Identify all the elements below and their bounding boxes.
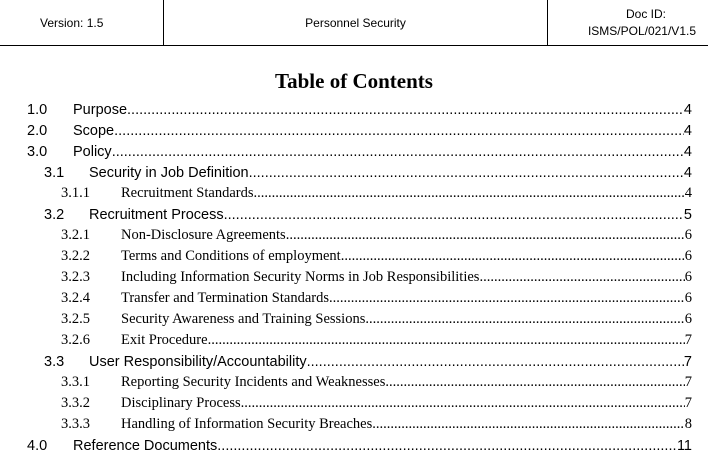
toc-entry-number: 4.0 <box>27 438 48 454</box>
toc-entry-page[interactable]: 6 <box>684 269 692 285</box>
toc-leader-dots <box>341 249 685 265</box>
toc-leader-dots <box>385 375 684 391</box>
toc-entry-text[interactable]: Handling of Information Security Breaches <box>121 416 373 432</box>
toc-leader-dots <box>127 102 684 118</box>
toc-entry[interactable] <box>0 181 692 202</box>
toc-entry[interactable] <box>0 265 692 286</box>
toc-entry[interactable] <box>0 412 692 433</box>
toc-entry-number: 3.3.1 <box>61 374 90 390</box>
toc-entry-page[interactable]: 4 <box>683 123 692 139</box>
toc-entry[interactable] <box>0 349 692 370</box>
toc-entry-text[interactable]: Policy <box>73 144 112 160</box>
toc-entry-number: 3.1.1 <box>61 185 90 201</box>
toc-entry[interactable] <box>0 97 692 118</box>
toc-entry-number: 3.2.1 <box>61 227 90 243</box>
version-cell <box>0 0 163 45</box>
toc-leader-dots <box>307 354 684 370</box>
toc-entry-text[interactable]: Including Information Security Norms in Job Responsibilities <box>121 269 480 285</box>
version-label: Version: 1.5 <box>40 15 104 30</box>
toc-entry-page[interactable]: 4 <box>684 185 692 201</box>
toc-entry-text[interactable]: Transfer and Termination Standards <box>121 290 329 306</box>
toc-leader-dots <box>241 396 685 412</box>
document-header <box>0 0 708 47</box>
toc-entry-page[interactable]: 5 <box>683 207 692 223</box>
document-title: Personnel Security <box>305 15 406 30</box>
toc-entry[interactable] <box>0 286 692 307</box>
toc-leader-dots <box>249 165 684 181</box>
toc-leader-dots <box>286 228 685 244</box>
toc-entry[interactable] <box>0 307 692 328</box>
toc-leader-dots <box>224 207 684 223</box>
header-bottom-rule <box>0 45 708 46</box>
toc-entry-number: 3.2.4 <box>61 290 90 306</box>
toc-leader-dots <box>329 291 685 307</box>
document-title-cell <box>164 0 547 45</box>
toc-entry-page[interactable]: 4 <box>683 165 692 181</box>
toc-entry-page[interactable]: 8 <box>684 416 692 432</box>
toc-entry-number: 2.0 <box>27 123 48 139</box>
toc-entry-page[interactable]: 6 <box>684 290 692 306</box>
toc-entry-text[interactable]: Reference Documents <box>73 438 218 454</box>
toc-title: Table of Contents <box>275 69 433 93</box>
toc-entry-number: 3.0 <box>27 144 48 160</box>
toc-entry-text[interactable]: Security in Job Definition <box>89 165 249 181</box>
toc-entry-text[interactable]: Reporting Security Incidents and Weaknesses <box>121 374 386 390</box>
toc-entry-page[interactable]: 4 <box>683 144 692 160</box>
toc-leader-dots <box>114 123 684 139</box>
toc-entry-page[interactable]: 7 <box>684 395 692 411</box>
toc-entry[interactable] <box>0 160 692 181</box>
toc-entry-text[interactable]: Security Awareness and Training Sessions <box>121 311 366 327</box>
toc-entry[interactable] <box>0 118 692 139</box>
toc-entry-number: 3.2.2 <box>61 248 90 264</box>
toc-entry-page[interactable]: 11 <box>676 438 692 454</box>
toc-entry-number: 3.1 <box>44 165 65 181</box>
toc-leader-dots <box>112 144 684 160</box>
toc-leader-dots <box>372 417 684 433</box>
toc-entry-page[interactable]: 7 <box>684 332 692 348</box>
toc-entry-number: 3.2 <box>44 207 65 223</box>
toc-entry[interactable] <box>0 391 692 412</box>
toc-entry[interactable] <box>0 244 692 265</box>
toc-entry-text[interactable]: Recruitment Standards <box>121 185 254 201</box>
toc-entry-page[interactable]: 4 <box>683 102 692 118</box>
toc-entry-number: 1.0 <box>27 102 48 118</box>
toc-entry-text[interactable]: Recruitment Process <box>89 207 224 223</box>
doc-id-cell <box>548 0 708 45</box>
toc-entry-text[interactable]: User Responsibility/Accountability <box>89 354 307 370</box>
toc-entry-number: 3.3.3 <box>61 416 90 432</box>
toc-entry-text[interactable]: Exit Procedure <box>121 332 208 348</box>
toc-leader-dots <box>365 312 684 328</box>
toc-entry-text[interactable]: Terms and Conditions of employment <box>121 248 341 264</box>
toc-entry-text[interactable]: Purpose <box>73 102 128 118</box>
doc-id-value: ISMS/POL/021/V1.5 <box>587 23 696 38</box>
toc-entry[interactable] <box>0 139 692 160</box>
toc-entry-text[interactable]: Non-Disclosure Agreements <box>121 227 286 243</box>
toc-leader-dots <box>253 186 684 202</box>
toc-entry[interactable] <box>0 328 692 349</box>
toc-entry-number: 3.2.3 <box>61 269 90 285</box>
toc-entry-number: 3.3 <box>44 354 65 370</box>
toc-entry-page[interactable]: 6 <box>684 227 692 243</box>
toc-leader-dots <box>217 438 677 454</box>
toc-entry-text[interactable]: Disciplinary Process <box>121 395 241 411</box>
toc-entry-text[interactable]: Scope <box>73 123 115 139</box>
toc-entry-number: 3.2.5 <box>61 311 90 327</box>
toc-entry-page[interactable]: 7 <box>684 374 692 390</box>
toc-leader-dots <box>479 270 684 286</box>
toc-leader-dots <box>208 333 685 349</box>
toc-entry-page[interactable]: 6 <box>684 248 692 264</box>
toc-entry[interactable] <box>0 202 692 223</box>
toc-entry[interactable] <box>0 223 692 244</box>
toc-entry-page[interactable]: 7 <box>683 354 692 370</box>
doc-id-label: Doc ID: <box>625 6 666 21</box>
toc-entry[interactable] <box>0 433 692 454</box>
toc-entry[interactable] <box>0 370 692 391</box>
toc-entry-page[interactable]: 6 <box>684 311 692 327</box>
toc-entry-number: 3.2.6 <box>61 332 90 348</box>
toc-entry-number: 3.3.2 <box>61 395 90 411</box>
